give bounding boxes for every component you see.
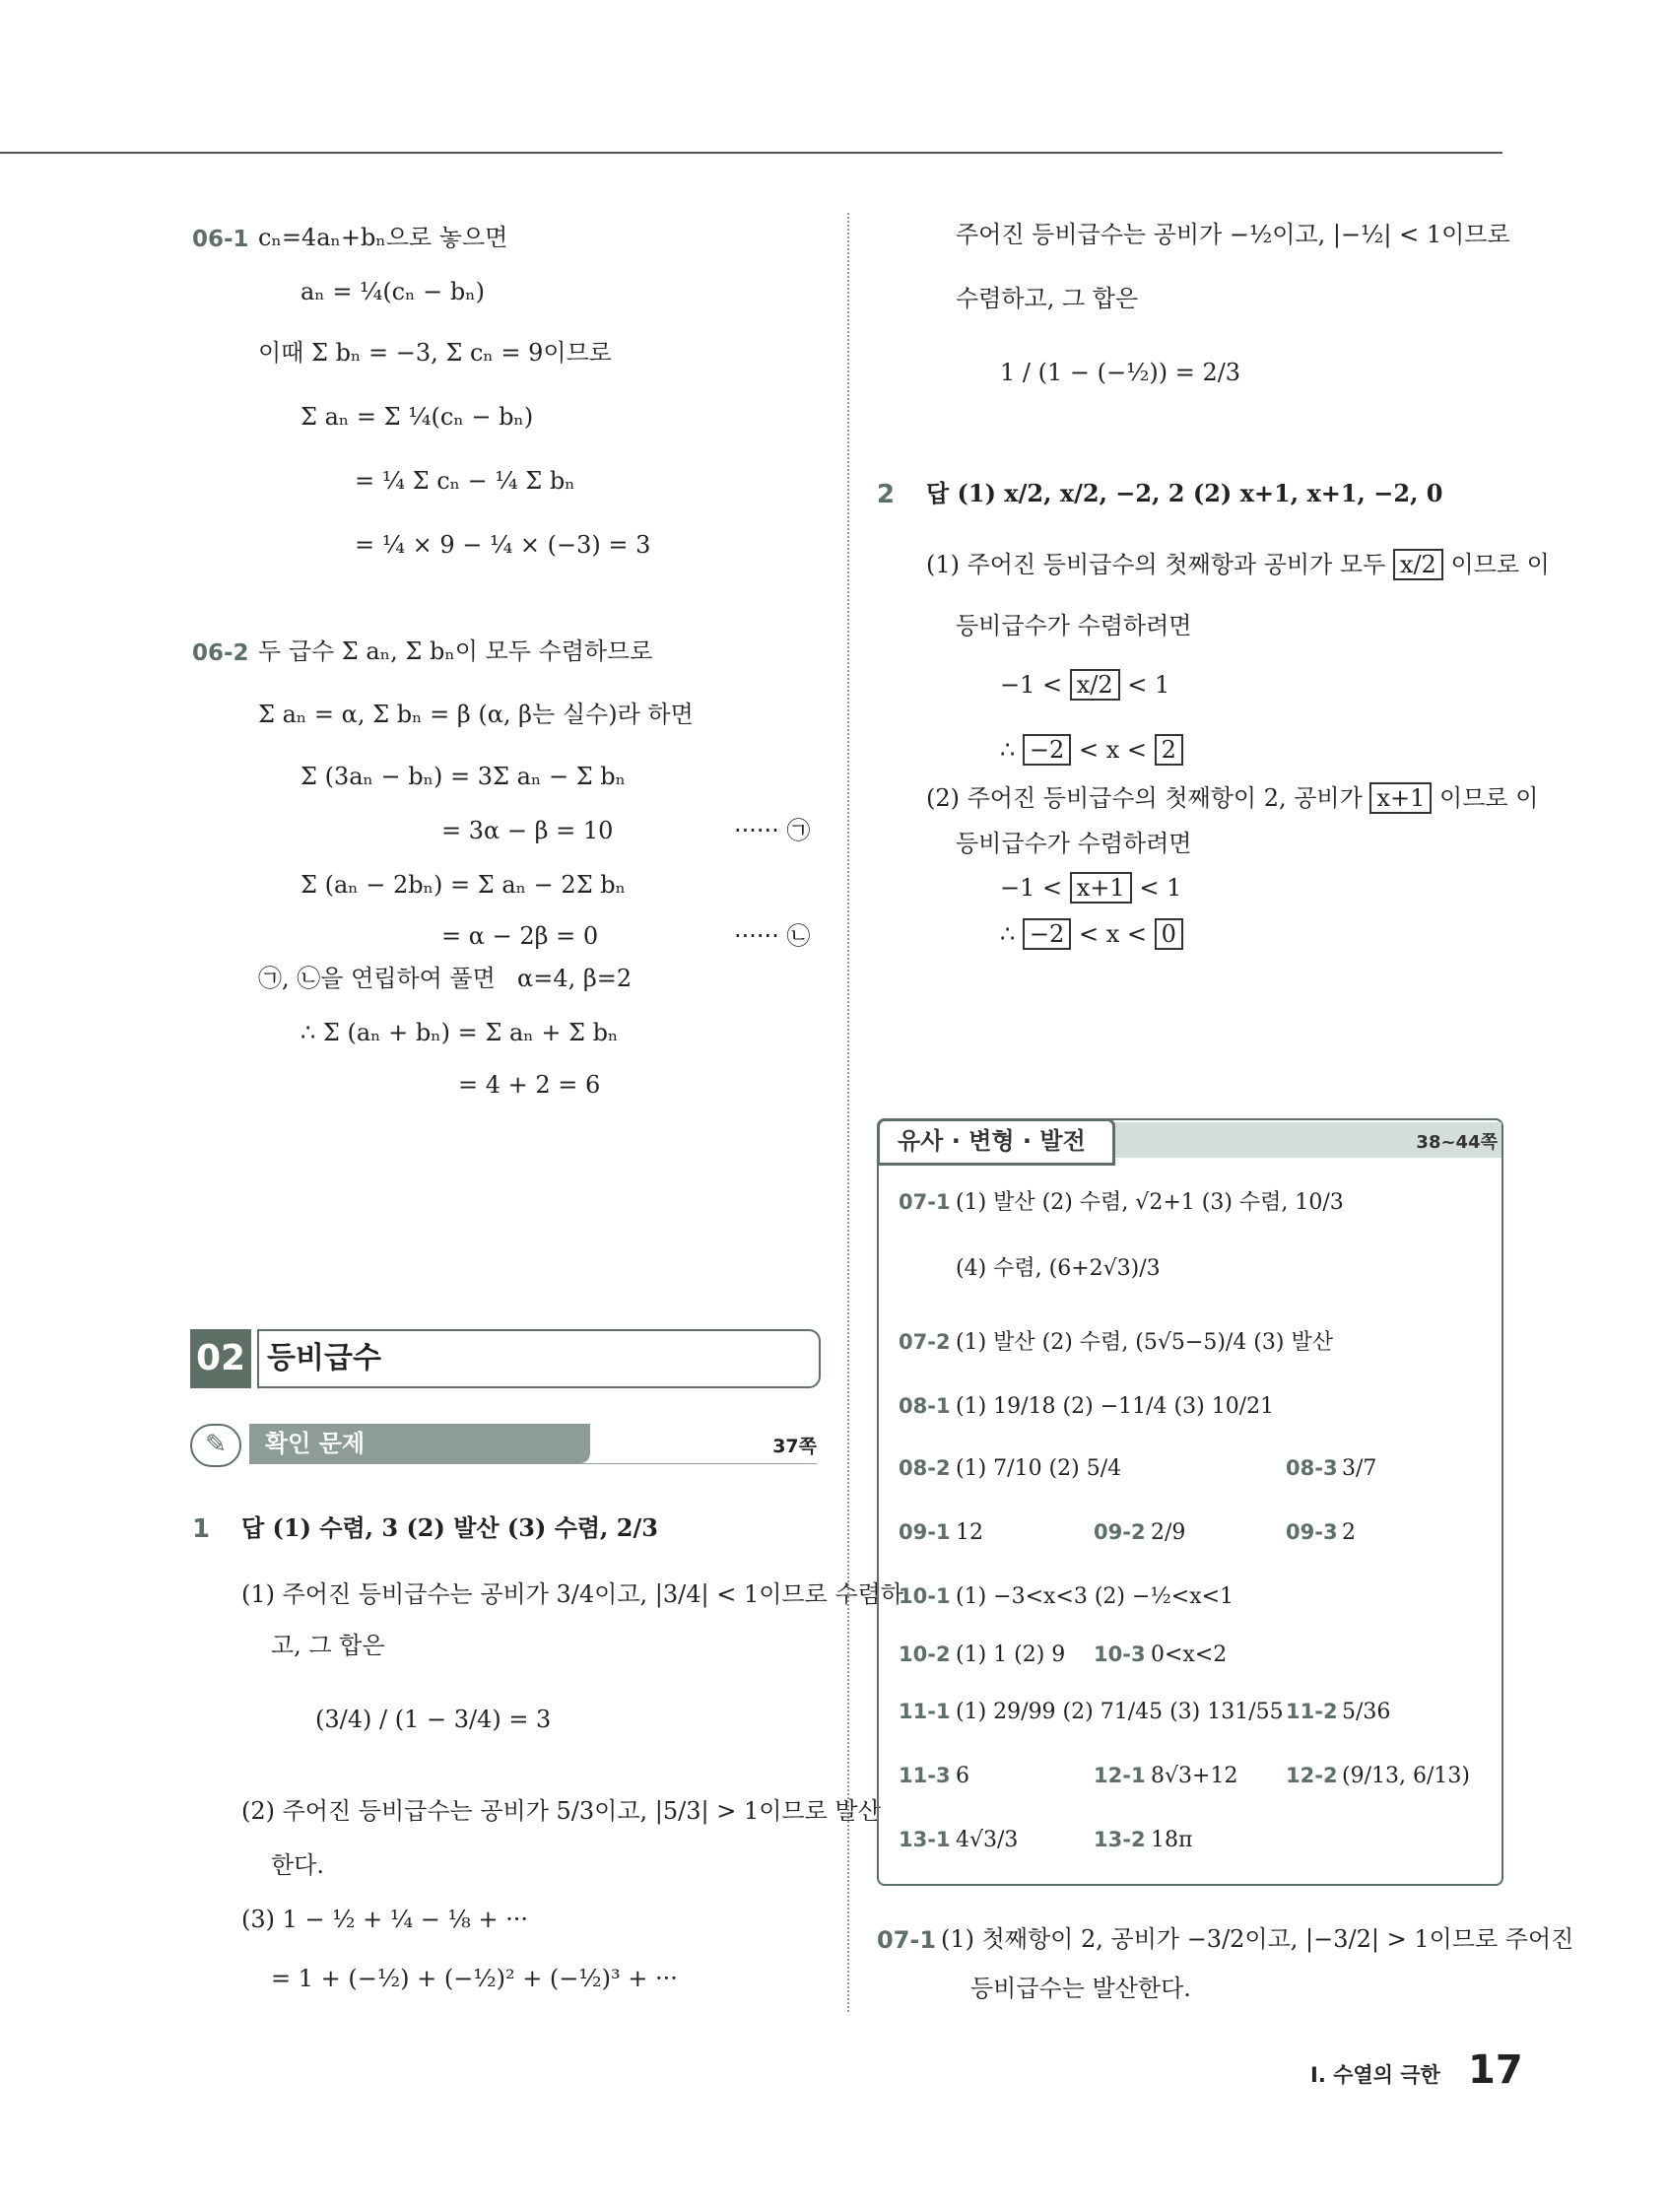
math-line: (3/4) / (1 − 3/4) = 3 (315, 1706, 552, 1733)
question-number: 1 (192, 1514, 211, 1544)
math-line: = α − 2β = 0 (441, 922, 599, 950)
answer-box: x/2 (1393, 549, 1443, 580)
header-rule (0, 152, 1502, 154)
text-line: 주어진 등비급수는 공비가 −½이고, |−½| < 1이므로 (956, 221, 1510, 248)
math-line: Σ (3aₙ − bₙ) = 3Σ aₙ − Σ bₙ (300, 763, 627, 790)
answer-key-title: 유사 · 변형 · 발전 (877, 1118, 1115, 1166)
equation-marker: ······ ㉠ (734, 817, 811, 844)
page-number: 17 (1468, 2047, 1523, 2093)
text-span: (2) 주어진 등비급수의 첫째항이 2, 공비가 (926, 784, 1363, 812)
answer-box: 0 (1155, 918, 1183, 950)
text-line: 한다. (271, 1851, 324, 1879)
answer-value: 4√3/3 (956, 1828, 1019, 1852)
text-span: −1 < (1000, 671, 1063, 699)
text-span: 이므로 이 (1450, 551, 1550, 578)
answer-label: 08-3 (1286, 1456, 1338, 1480)
text-span: < x < (1078, 920, 1147, 948)
math-line (1000, 875, 1181, 903)
math-line: = ¼ Σ cₙ − ¼ Σ bₙ (355, 467, 575, 495)
answer-label: 11-1 (899, 1700, 951, 1723)
answer-box: −2 (1023, 918, 1071, 950)
answer-label: 13-2 (1094, 1828, 1146, 1851)
math-line: = 4 + 2 = 6 (458, 1071, 601, 1099)
text-span: < x < (1078, 736, 1147, 764)
problem-label-06-2: 06-2 (192, 640, 249, 666)
text-line: (1) 주어진 등비급수는 공비가 3/4이고, |3/4| < 1이므로 수렴하 (241, 1580, 903, 1608)
answer-value: 2/9 (1151, 1520, 1186, 1545)
answer-label: 10-3 (1094, 1642, 1146, 1666)
answer-label: 11-2 (1286, 1700, 1338, 1723)
answer-value: (1) 7/10 (2) 5/4 (956, 1456, 1122, 1481)
text-line: cₙ=4aₙ+bₙ으로 놓으면 (258, 224, 508, 251)
math-line: = 1 + (−½) + (−½)² + (−½)³ + ··· (271, 1965, 678, 1992)
section-number: 02 (190, 1329, 251, 1388)
math-line: Σ aₙ = Σ ¼(cₙ − bₙ) (300, 403, 534, 431)
answer-box: x+1 (1369, 782, 1432, 814)
answer-value: (1) 발산 (2) 수렴, √2+1 (3) 수렴, 10/3 (956, 1190, 1344, 1215)
text-span: ∴ (1000, 736, 1016, 764)
text-span: ∴ (1000, 920, 1016, 948)
answer-label: 10-2 (899, 1642, 951, 1666)
text-line: (2) 주어진 등비급수는 공비가 5/3이고, |5/3| > 1이므로 발산 (241, 1797, 881, 1825)
answer-value: (1) 1 (2) 9 (956, 1642, 1066, 1667)
answer-value: (1) 19/18 (2) −11/4 (3) 10/21 (956, 1394, 1275, 1419)
answer-value: 5/36 (1342, 1700, 1391, 1724)
answer-label: 12-2 (1286, 1764, 1338, 1787)
answer-value: 8√3+12 (1151, 1764, 1238, 1788)
math-line (1000, 921, 1183, 949)
answer-box: −2 (1023, 734, 1071, 766)
section-header (190, 1329, 814, 1388)
math-line (1000, 672, 1169, 700)
answer-value: 0<x<2 (1151, 1642, 1228, 1667)
text-line: 수렴하고, 그 합은 (956, 285, 1139, 312)
answer-label: 07-2 (899, 1330, 951, 1354)
text-line: 등비급수는 발산한다. (970, 1975, 1191, 2002)
problem-label-06-1: 06-1 (192, 227, 249, 252)
section-title: 등비급수 (257, 1329, 821, 1388)
answer-line: 답 (1) 수렴, 3 (2) 발산 (3) 수렴, 2/3 (241, 1513, 658, 1542)
answer-line: 답 (1) x/2, x/2, −2, 2 (2) x+1, x+1, −2, 0 (926, 479, 1443, 507)
pencil-icon: ✎ (190, 1424, 241, 1467)
text-line (926, 552, 1550, 579)
answer-key-page: 38~44쪽 (1416, 1132, 1498, 1153)
answer-value: 3/7 (1342, 1456, 1377, 1481)
confirm-title: 확인 문제 (249, 1424, 590, 1463)
answer-box: x+1 (1070, 872, 1132, 904)
answer-value: (1) −3<x<3 (2) −½<x<1 (956, 1584, 1234, 1609)
answer-label: 10-1 (899, 1584, 951, 1608)
answer-label: 11-3 (899, 1764, 951, 1787)
text-line: Σ aₙ = α, Σ bₙ = β (α, β는 실수)라 하면 (258, 701, 694, 728)
text-line: (1) 첫째항이 2, 공비가 −3/2이고, |−3/2| > 1이므로 주어진 (941, 1925, 1574, 1953)
math-line: 1 / (1 − (−½)) = 2/3 (1000, 359, 1241, 386)
confirm-header (190, 1424, 817, 1465)
confirm-page: 37쪽 (772, 1436, 817, 1457)
answer-value: 12 (956, 1520, 983, 1545)
text-line (926, 785, 1538, 813)
text-span: (1) 주어진 등비급수의 첫째항과 공비가 모두 (926, 551, 1386, 578)
answer-box: x/2 (1070, 669, 1120, 701)
answer-label: 12-1 (1094, 1764, 1146, 1787)
answer-label: 09-3 (1286, 1520, 1338, 1544)
answer-value: (1) 발산 (2) 수렴, (5√5−5)/4 (3) 발산 (956, 1330, 1333, 1355)
answer-value: (1) 29/99 (2) 71/45 (3) 131/55 (956, 1700, 1284, 1724)
math-line: aₙ = ¼(cₙ − bₙ) (300, 278, 485, 305)
answer-value: 2 (1342, 1520, 1356, 1545)
math-line: = 3α − β = 10 (441, 817, 614, 844)
problem-label-07-1: 07-1 (877, 1926, 937, 1954)
answer-label: 13-1 (899, 1828, 951, 1851)
math-line: = ¼ × 9 − ¼ × (−3) = 3 (355, 531, 651, 559)
math-line (1000, 737, 1183, 765)
answer-value: (9/13, 6/13) (1342, 1764, 1470, 1788)
math-line: ∴ Σ (aₙ + bₙ) = Σ aₙ + Σ bₙ (300, 1019, 619, 1046)
math-line: (3) 1 − ½ + ¼ − ⅛ + ··· (241, 1906, 529, 1933)
text-span: < 1 (1139, 874, 1182, 902)
chapter-title: Ⅰ. 수열의 극한 (1310, 2063, 1440, 2087)
answer-label: 08-1 (899, 1394, 951, 1418)
answer-label: 09-2 (1094, 1520, 1146, 1544)
text-line: ㉠, ㉡을 연립하여 풀면 (258, 965, 496, 992)
question-number: 2 (877, 480, 896, 509)
column-divider (847, 213, 849, 2012)
answer-label: 09-1 (899, 1520, 951, 1544)
math-line: Σ (aₙ − 2bₙ) = Σ aₙ − 2Σ bₙ (300, 871, 627, 899)
text-span: −1 < (1000, 874, 1063, 902)
answer-label: 08-2 (899, 1456, 951, 1480)
text-span: < 1 (1127, 671, 1170, 699)
text-line: 이때 Σ bₙ = −3, Σ cₙ = 9이므로 (258, 339, 612, 367)
text-line: 등비급수가 수렴하려면 (956, 830, 1192, 857)
text-line: 등비급수가 수렴하려면 (956, 612, 1192, 639)
text-line: 고, 그 합은 (271, 1632, 385, 1659)
equation-marker: ······ ㉡ (734, 922, 811, 950)
answer-value: (4) 수렴, (6+2√3)/3 (956, 1256, 1161, 1281)
answer-label: 07-1 (899, 1190, 951, 1214)
answer-value: 18π (1151, 1828, 1193, 1852)
text-span: 이므로 이 (1439, 784, 1539, 812)
answer-value: 6 (956, 1764, 969, 1788)
answer-box: 2 (1155, 734, 1183, 766)
math-line: α=4, β=2 (517, 965, 633, 992)
confirm-rule (249, 1463, 817, 1464)
answer-key-header (877, 1118, 1503, 1162)
text-line: 두 급수 Σ aₙ, Σ bₙ이 모두 수렴하므로 (258, 637, 653, 665)
